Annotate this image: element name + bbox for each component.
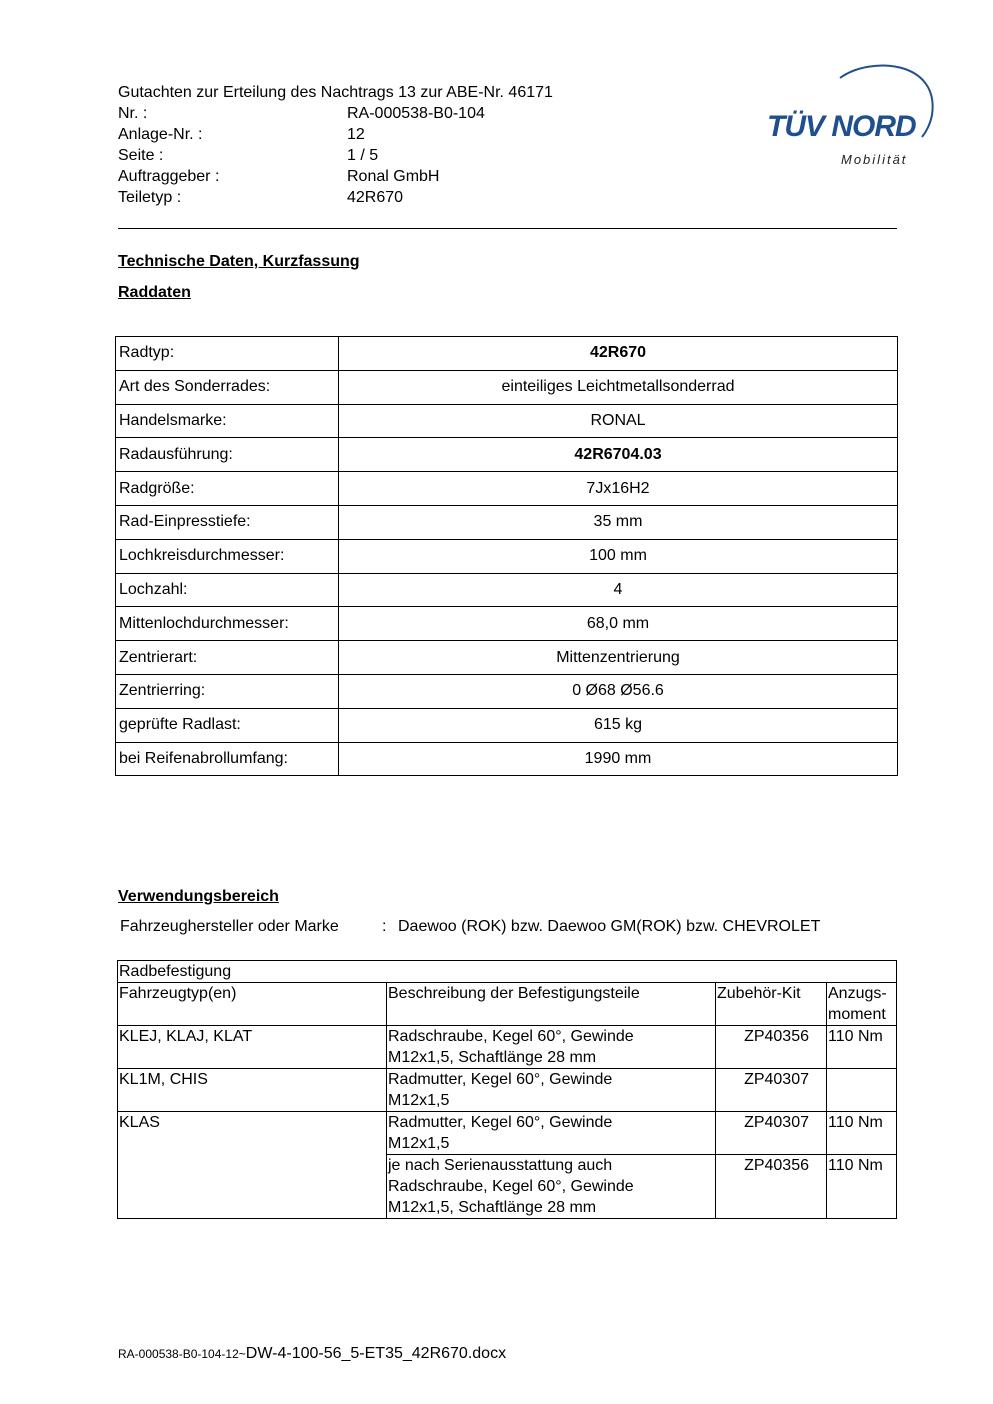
header-value: Ronal GmbH — [347, 168, 440, 185]
raddaten-value: 0 Ø68 Ø56.6 — [339, 674, 898, 708]
raddaten-table — [115, 336, 898, 776]
cell-fahrzeugtyp: KL1M, CHIS — [118, 1069, 387, 1112]
cell-moment: 110 Nm — [827, 1155, 897, 1219]
table-row — [116, 607, 898, 641]
cell-line: M12x1,5 — [388, 1092, 450, 1109]
radbefestigung-title: Radbefestigung — [118, 961, 897, 983]
footer-filename — [118, 1345, 506, 1363]
raddaten-value: 100 mm — [339, 539, 898, 573]
header-fahrzeugtyp: Fahrzeugtyp(en) — [118, 983, 387, 1026]
raddaten-key: Handelsmarke: — [116, 404, 339, 438]
cell-kit: ZP40356 — [716, 1026, 827, 1069]
raddaten-key: Radgröße: — [116, 472, 339, 506]
table-row — [116, 472, 898, 506]
cell-moment — [827, 1069, 897, 1112]
cell-beschreibung — [387, 1112, 716, 1155]
header-label: Nr. : — [118, 105, 148, 122]
section-heading-technische-daten: Technische Daten, Kurzfassung — [118, 253, 360, 270]
table-row — [116, 337, 898, 371]
fahrzeughersteller-label: Fahrzeughersteller oder Marke — [120, 918, 339, 935]
radbefestigung-table — [117, 960, 897, 1219]
raddaten-key: Radausführung: — [116, 438, 339, 472]
cell-kit: ZP40356 — [716, 1155, 827, 1219]
raddaten-value: 42R6704.03 — [339, 438, 898, 472]
raddaten-key: geprüfte Radlast: — [116, 708, 339, 742]
section-heading-raddaten: Raddaten — [118, 284, 191, 301]
table-row — [116, 641, 898, 675]
cell-beschreibung — [387, 1026, 716, 1069]
table-row — [118, 1112, 897, 1155]
table-row — [116, 539, 898, 573]
table-row — [116, 438, 898, 472]
header-value: 42R670 — [347, 189, 404, 206]
header-anzugsmoment — [827, 983, 897, 1026]
fahrzeughersteller-sep: : — [382, 918, 387, 935]
section-heading-verwendungsbereich: Verwendungsbereich — [118, 888, 279, 905]
raddaten-value: 35 mm — [339, 505, 898, 539]
raddaten-value: Mittenzentrierung — [339, 641, 898, 675]
table-row — [118, 1069, 897, 1112]
logo-sub: Mobilität — [841, 152, 908, 167]
cell-line: je nach Serienausstattung auch — [388, 1157, 613, 1174]
raddaten-value: 42R670 — [339, 337, 898, 371]
footer-prefix: RA-000538-B0-104-12~ — [118, 1347, 246, 1361]
cell-line: Radmutter, Kegel 60°, Gewinde — [388, 1114, 613, 1131]
footer-docname: DW-4-100-56_5-ET35_42R670.docx — [245, 1345, 507, 1362]
header-label: Auftraggeber : — [118, 168, 220, 185]
header-value: RA-000538-B0-104 — [347, 105, 485, 122]
cell-beschreibung — [387, 1069, 716, 1112]
raddaten-value: 1990 mm — [339, 742, 898, 776]
table-row — [116, 505, 898, 539]
raddaten-key: Mittenlochdurchmesser: — [116, 607, 339, 641]
raddaten-value: 615 kg — [339, 708, 898, 742]
raddaten-value: RONAL — [339, 404, 898, 438]
raddaten-key: Zentrierart: — [116, 641, 339, 675]
raddaten-key: Lochkreisdurchmesser: — [116, 539, 339, 573]
table-row — [118, 961, 897, 983]
header-label: Teiletyp : — [118, 189, 182, 206]
cell-line: Radschraube, Kegel 60°, Gewinde — [388, 1028, 634, 1045]
raddaten-value: 68,0 mm — [339, 607, 898, 641]
fahrzeughersteller-row — [120, 918, 339, 936]
header-beschreibung: Beschreibung der Befestigungsteile — [387, 983, 716, 1026]
table-row — [116, 708, 898, 742]
cell-line: Radmutter, Kegel 60°, Gewinde — [388, 1071, 613, 1088]
table-row — [116, 742, 898, 776]
raddaten-value: 4 — [339, 573, 898, 607]
table-row — [116, 404, 898, 438]
document-title: Gutachten zur Erteilung des Nachtrags 13 zur ABE-Nr. 46171 — [118, 84, 553, 101]
raddaten-key: Zentrierring: — [116, 674, 339, 708]
table-row — [118, 1026, 897, 1069]
cell-moment: 110 Nm — [827, 1026, 897, 1069]
cell-line: M12x1,5, Schaftlänge 28 mm — [388, 1199, 597, 1216]
raddaten-key: Rad-Einpresstiefe: — [116, 505, 339, 539]
cell-kit: ZP40307 — [716, 1069, 827, 1112]
raddaten-value: 7Jx16H2 — [339, 472, 898, 506]
logo-brand: TÜV NORD — [767, 110, 916, 143]
cell-line: Radschraube, Kegel 60°, Gewinde — [388, 1178, 634, 1195]
header-label: Anlage-Nr. : — [118, 126, 203, 143]
table-row — [116, 573, 898, 607]
cell-beschreibung — [387, 1155, 716, 1219]
cell-fahrzeugtyp: KLEJ, KLAJ, KLAT — [118, 1026, 387, 1069]
table-row — [116, 674, 898, 708]
cell-fahrzeugtyp: KLAS — [118, 1112, 387, 1219]
header-label: Seite : — [118, 147, 164, 164]
header-zubehoer-kit: Zubehör-Kit — [716, 983, 827, 1026]
raddaten-key: Art des Sonderrades: — [116, 370, 339, 404]
raddaten-key: Radtyp: — [116, 337, 339, 371]
header-value: 1 / 5 — [347, 147, 379, 164]
header-divider — [118, 228, 897, 229]
cell-kit: ZP40307 — [716, 1112, 827, 1155]
cell-line: M12x1,5 — [388, 1135, 450, 1152]
header-value: 12 — [347, 126, 365, 143]
raddaten-key: Lochzahl: — [116, 573, 339, 607]
fahrzeughersteller-value: Daewoo (ROK) bzw. Daewoo GM(ROK) bzw. CHEVROLET — [398, 918, 821, 935]
cell-moment: 110 Nm — [827, 1112, 897, 1155]
header-anzugsmoment-line: Anzugs- — [828, 985, 887, 1002]
raddaten-key: bei Reifenabrollumfang: — [116, 742, 339, 776]
table-header-row — [118, 983, 897, 1026]
header-anzugsmoment-line: moment — [828, 1006, 886, 1023]
cell-line: M12x1,5, Schaftlänge 28 mm — [388, 1049, 597, 1066]
raddaten-value: einteiliges Leichtmetallsonderrad — [339, 370, 898, 404]
table-row — [116, 370, 898, 404]
